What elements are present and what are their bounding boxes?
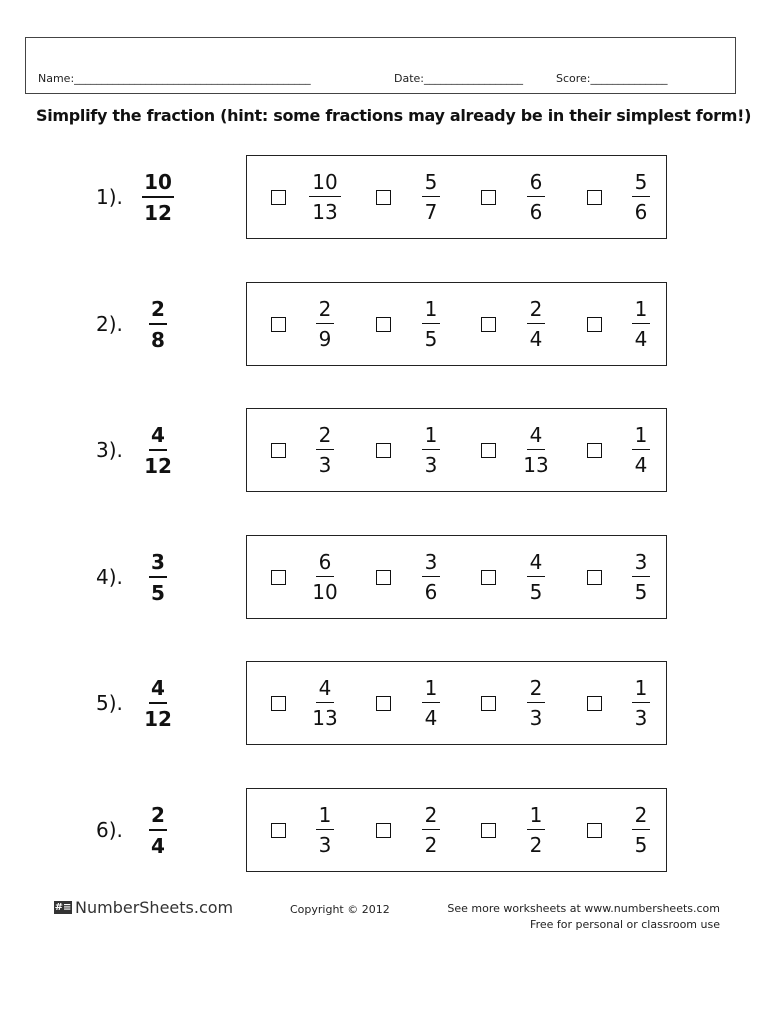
problem-fraction <box>140 801 176 861</box>
option-numerator: 2 <box>422 801 441 830</box>
option-denominator: 5 <box>634 833 648 857</box>
option-numerator: 2 <box>632 801 651 830</box>
problem-numerator: 10 <box>142 168 174 198</box>
problem-numerator: 2 <box>149 801 167 831</box>
problem-denominator: 12 <box>144 201 172 225</box>
problem-numerator: 4 <box>149 674 167 704</box>
option-denominator: 2 <box>529 833 543 857</box>
option-denominator: 6 <box>529 200 543 224</box>
answer-checkbox[interactable] <box>376 443 391 458</box>
answer-checkbox[interactable] <box>376 823 391 838</box>
answer-option-fraction <box>411 168 451 227</box>
answer-option-fraction <box>305 168 345 227</box>
answer-option-fraction <box>516 168 556 227</box>
answer-checkbox[interactable] <box>587 443 602 458</box>
problem-fraction <box>140 168 176 228</box>
option-numerator: 2 <box>527 295 546 324</box>
problem-denominator: 12 <box>144 454 172 478</box>
usage-note: Free for personal or classroom use <box>530 918 720 931</box>
answer-checkbox[interactable] <box>271 443 286 458</box>
answer-option-fraction <box>621 168 661 227</box>
answer-option-fraction <box>305 548 345 607</box>
answer-checkbox[interactable] <box>481 696 496 711</box>
option-numerator: 5 <box>422 168 441 197</box>
problem-fraction <box>140 674 176 734</box>
answer-option-fraction <box>516 548 556 607</box>
option-denominator: 13 <box>523 453 549 477</box>
instructions: Simplify the fraction (hint: some fractions may already be in their simplest form!) <box>36 106 752 125</box>
score-field[interactable]: Score:______________ <box>556 72 668 85</box>
problem-fraction <box>140 548 176 608</box>
option-denominator: 5 <box>634 580 648 604</box>
problem-denominator: 5 <box>151 581 165 605</box>
option-numerator: 4 <box>527 548 546 577</box>
answer-checkbox[interactable] <box>481 443 496 458</box>
option-denominator: 13 <box>312 200 338 224</box>
answer-checkbox[interactable] <box>587 190 602 205</box>
option-denominator: 10 <box>312 580 338 604</box>
answer-option-fraction <box>305 801 345 860</box>
answer-option-fraction <box>305 421 345 480</box>
answer-checkbox[interactable] <box>271 317 286 332</box>
answer-option-fraction <box>411 421 451 480</box>
option-numerator: 3 <box>422 548 441 577</box>
answer-checkbox[interactable] <box>481 570 496 585</box>
option-numerator: 1 <box>422 421 441 450</box>
option-numerator: 1 <box>316 801 335 830</box>
option-denominator: 3 <box>318 453 332 477</box>
problem-numerator: 3 <box>149 548 167 578</box>
option-denominator: 3 <box>634 706 648 730</box>
option-denominator: 5 <box>529 580 543 604</box>
answer-checkbox[interactable] <box>271 570 286 585</box>
option-numerator: 5 <box>632 168 651 197</box>
answer-checkbox[interactable] <box>376 696 391 711</box>
option-denominator: 4 <box>634 453 648 477</box>
option-numerator: 2 <box>316 295 335 324</box>
problem-number: 2). <box>96 312 123 336</box>
answer-option-fraction <box>621 421 661 480</box>
answer-option-fraction <box>516 421 556 480</box>
option-denominator: 2 <box>424 833 438 857</box>
option-denominator: 5 <box>424 327 438 351</box>
option-denominator: 3 <box>424 453 438 477</box>
logo-mark-icon: #≡ <box>54 902 72 913</box>
option-numerator: 2 <box>527 674 546 703</box>
option-numerator: 1 <box>422 674 441 703</box>
option-numerator: 6 <box>316 548 335 577</box>
option-numerator: 4 <box>316 674 335 703</box>
answer-checkbox[interactable] <box>481 823 496 838</box>
option-numerator: 3 <box>632 548 651 577</box>
option-numerator: 1 <box>632 421 651 450</box>
option-denominator: 3 <box>529 706 543 730</box>
option-denominator: 6 <box>634 200 648 224</box>
option-denominator: 4 <box>424 706 438 730</box>
header-box <box>25 37 736 94</box>
answer-option-fraction <box>621 801 661 860</box>
option-numerator: 10 <box>309 168 340 197</box>
answer-option-fraction <box>516 295 556 354</box>
option-denominator: 9 <box>318 327 332 351</box>
problem-number: 1). <box>96 185 123 209</box>
answer-checkbox[interactable] <box>271 823 286 838</box>
problem-denominator: 8 <box>151 328 165 352</box>
answer-option-fraction <box>305 674 345 733</box>
name-field[interactable]: Name:___________________________________________ <box>38 72 311 85</box>
problem-number: 3). <box>96 438 123 462</box>
option-numerator: 1 <box>527 801 546 830</box>
problem-number: 6). <box>96 818 123 842</box>
answer-checkbox[interactable] <box>481 317 496 332</box>
logo-text: NumberSheets.com <box>75 898 234 917</box>
option-denominator: 4 <box>634 327 648 351</box>
option-numerator: 1 <box>632 674 651 703</box>
answer-option-fraction <box>411 548 451 607</box>
footer-logo <box>54 898 233 917</box>
problem-number: 5). <box>96 691 123 715</box>
answer-checkbox[interactable] <box>587 317 602 332</box>
problem-fraction <box>140 421 176 481</box>
answer-option-fraction <box>621 674 661 733</box>
problem-denominator: 4 <box>151 834 165 858</box>
option-numerator: 1 <box>422 295 441 324</box>
answer-checkbox[interactable] <box>376 570 391 585</box>
answer-checkbox[interactable] <box>376 190 391 205</box>
answer-option-fraction <box>411 295 451 354</box>
option-denominator: 7 <box>424 200 438 224</box>
option-numerator: 4 <box>527 421 546 450</box>
answer-option-fraction <box>621 548 661 607</box>
answer-option-fraction <box>516 674 556 733</box>
problem-number: 4). <box>96 565 123 589</box>
option-denominator: 6 <box>424 580 438 604</box>
answer-option-fraction <box>411 674 451 733</box>
more-worksheets-link[interactable]: See more worksheets at www.numbersheets.com <box>447 902 720 915</box>
option-numerator: 2 <box>316 421 335 450</box>
option-numerator: 1 <box>632 295 651 324</box>
answer-checkbox[interactable] <box>587 696 602 711</box>
answer-option-fraction <box>305 295 345 354</box>
answer-checkbox[interactable] <box>376 317 391 332</box>
answer-checkbox[interactable] <box>271 190 286 205</box>
copyright: Copyright © 2012 <box>290 903 390 916</box>
answer-option-fraction <box>621 295 661 354</box>
date-field[interactable]: Date:__________________ <box>394 72 523 85</box>
answer-option-fraction <box>516 801 556 860</box>
option-denominator: 3 <box>318 833 332 857</box>
problem-numerator: 4 <box>149 421 167 451</box>
answer-checkbox[interactable] <box>481 190 496 205</box>
problem-numerator: 2 <box>149 295 167 325</box>
answer-checkbox[interactable] <box>587 823 602 838</box>
option-denominator: 4 <box>529 327 543 351</box>
problem-fraction <box>140 295 176 355</box>
option-denominator: 13 <box>312 706 338 730</box>
answer-checkbox[interactable] <box>271 696 286 711</box>
answer-option-fraction <box>411 801 451 860</box>
option-numerator: 6 <box>527 168 546 197</box>
footer-more <box>447 901 720 933</box>
problem-denominator: 12 <box>144 707 172 731</box>
answer-checkbox[interactable] <box>587 570 602 585</box>
